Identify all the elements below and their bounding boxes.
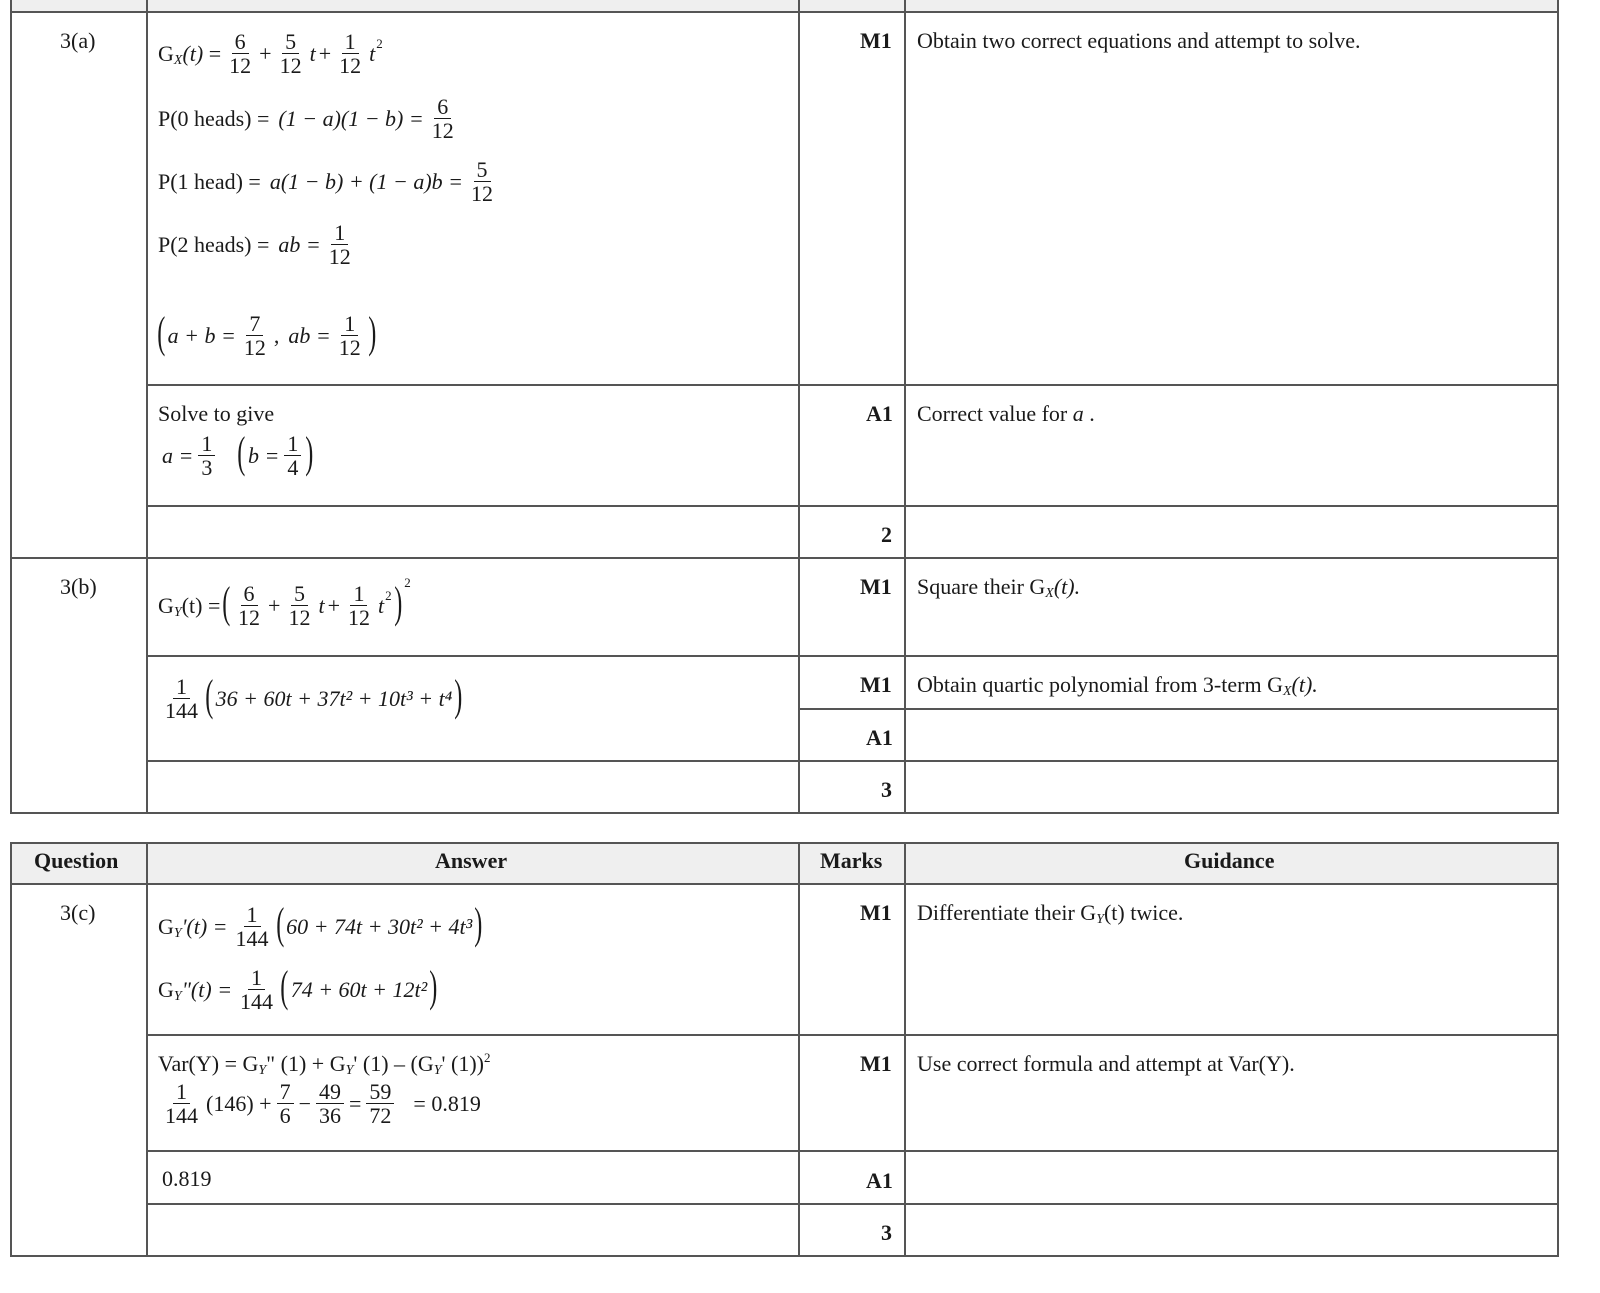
mark-m1: M1 [860, 672, 892, 697]
first-derivative: GY'(t) = $\frac{1}{144}$ ( 60 + 74t + 30t² + 4t³ ) [158, 898, 483, 952]
mark-m1: M1 [860, 28, 892, 53]
solve-text: Solve to give [158, 401, 275, 426]
mark-total: 2 [881, 522, 892, 547]
column-header-guidance: Guidance [1184, 848, 1275, 873]
guidance-text: Correct value for a . [917, 401, 1095, 426]
guidance-text: Obtain quartic polynomial from 3-term GX(t). [917, 672, 1318, 699]
solution-values: a = $\frac{1}{3}$ ( b = $\frac{1}{4}$ ) [162, 427, 314, 481]
second-derivative: GY"(t) = $\frac{1}{144}$ ( 74 + 60t + 12t² ) [158, 961, 438, 1015]
mark-m1: M1 [860, 1051, 892, 1076]
quartic-polynomial: $\frac{1}{144}$ ( 36 + 60t + 37t² + 10t³ + t⁴ ) [165, 670, 463, 724]
guidance-text: Obtain two correct equations and attempt to solve. [917, 28, 1361, 53]
variance-calculation: $\frac{1}{144}$ (146) + $\frac{7}{6}$ − $\frac{49}{36}$ = $\frac{59}{72}$ = 0.819 [165, 1079, 481, 1129]
gy-equation: GY(t) = ( $\frac{6}{12}$ + $\frac{5}{12}$ t + $\frac{1}{12}$ t 2 ) 2 [158, 575, 411, 631]
mark-m1: M1 [860, 574, 892, 599]
column-header-answer: Answer [435, 848, 508, 873]
guidance-text: Use correct formula and attempt at Var(Y). [917, 1051, 1295, 1076]
question-label: 3(b) [60, 574, 97, 599]
guidance-text: Differentiate their GY(t) twice. [917, 900, 1184, 927]
p2-equation: P(2 heads) = ab = $\frac{1}{12}$ [158, 220, 351, 270]
p0-equation: P(0 heads) = (1 − a)(1 − b) = $\frac{6}{12}$ [158, 94, 454, 144]
mark-m1: M1 [860, 900, 892, 925]
mark-a1: A1 [866, 1168, 893, 1193]
final-answer: 0.819 [162, 1166, 212, 1191]
p1-equation: P(1 head) = a(1 − b) + (1 − a)b = $\frac{5}{12}$ [158, 157, 494, 207]
variance-formula: Var(Y) = GY" (1) + GY' (1) – (GY' (1))$^2$ [158, 1050, 491, 1078]
question-label: 3(c) [60, 900, 96, 925]
mark-a1: A1 [866, 401, 893, 426]
column-header-marks: Marks [820, 848, 883, 873]
column-header-question: Question [34, 848, 119, 873]
mark-total: 3 [881, 1220, 892, 1245]
mark-a1: A1 [866, 725, 893, 750]
question-label: 3(a) [60, 28, 96, 53]
system-equations: ( a + b = $\frac{7}{12}$ , ab = $\frac{1}{12}$ ) [157, 307, 377, 361]
mark-total: 3 [881, 777, 892, 802]
guidance-text: Square their GX(t). [917, 574, 1081, 601]
gx-equation: GX(t) = $\frac{6}{12}$ + $\frac{5}{12}$ t + $\frac{1}{12}$ t 2 [158, 29, 383, 79]
table2-header-bg [10, 843, 1558, 883]
